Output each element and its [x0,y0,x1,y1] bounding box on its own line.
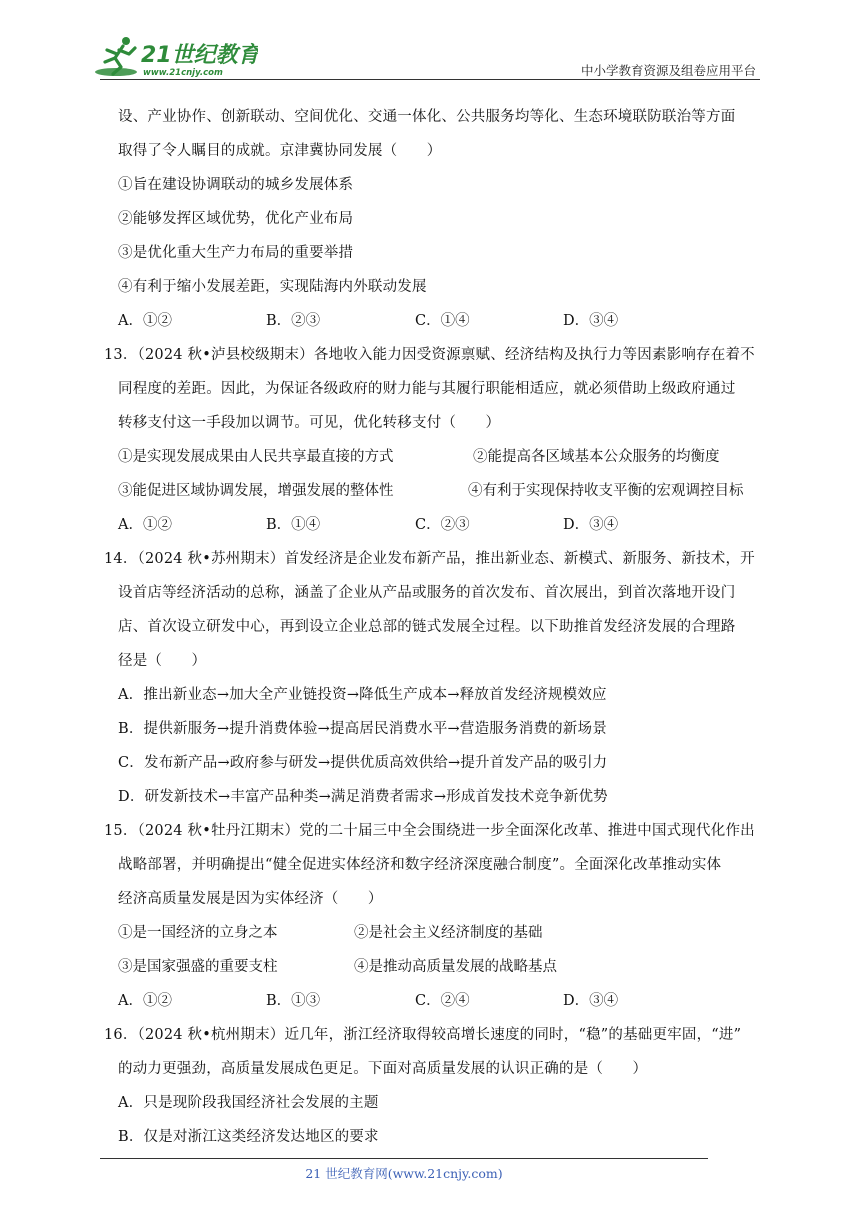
q15-statement-4: ④是推动高质量发展的战略基点 [354,959,557,975]
page-header [0,0,860,82]
q15-statements-row [118,916,768,950]
q16-stem-line: 的动力更强劲，高质量发展成色更足。下面对高质量发展的认识正确的是（ ） [118,1061,648,1077]
q14-option-a: A．推出新业态→加大全产业链投资→降低生产成本→释放首发经济规模效应 [118,687,607,703]
footer-divider [100,1158,708,1159]
q12-text-line: 设、产业协作、创新联动、空间优化、交通一体化、公共服务均等化、生态环境联防联治等方面 [118,109,736,125]
q14-option-d: D．研发新技术→丰富产品种类→满足消费者需求→形成首发技术竞争新优势 [118,789,608,805]
q12-statement: ④有利于缩小发展差距，实现陆海内外联动发展 [118,279,427,295]
document-body [104,100,768,1154]
q15-statement-3: ③是国家强盛的重要支柱 [118,959,278,975]
q12-statement: ②能够发挥区域优势，优化产业布局 [118,211,354,227]
q12-options-row [118,304,768,338]
q16-option-a: A．只是现阶段我国经济社会发展的主题 [118,1095,379,1111]
q13-options-row [118,508,768,542]
q14-stem-line: 径是（ ） [118,653,207,669]
header-platform-text: 中小学教育资源及组卷应用平台 [580,63,756,78]
q15-statements-row [118,950,768,984]
q13-statement-1: ①是实现发展成果由人民共享最直接的方式 [118,449,394,465]
q14-stem-line: 设首店等经济活动的总称，涵盖了企业从产品或服务的首次发布、首次展出，到首次落地开设门 [118,585,736,601]
q13-statements-row [118,440,768,474]
q13-statement-3: ③能促进区域协调发展，增强发展的整体性 [118,483,394,499]
site-logo[interactable] [93,34,258,79]
footer-link[interactable]: 21 世纪教育网(www.21cnjy.com) [305,1166,503,1181]
q15-options-row [118,984,768,1018]
q16-stem-line: 16．（2024 秋•杭州期末）近几年，浙江经济取得较高增长速度的同时，“稳”的基础更牢固，“进” [104,1027,742,1043]
q16-option-b: B．仅是对浙江这类经济发达地区的要求 [118,1129,379,1145]
q15-option-d: D．③④ [563,993,619,1009]
q15-option-c: C．②④ [415,993,470,1009]
logo-sub-text: www.21cnjy.com [143,68,223,78]
q13-option-b: B．①④ [266,517,321,533]
header-divider [100,79,760,80]
q15-option-a: A．①② [118,993,172,1009]
q12-option-b: B．②③ [266,313,321,329]
q13-statement-2: ②能提高各区域基本公众服务的均衡度 [473,449,720,465]
q13-statement-4: ④有利于实现保持收支平衡的宏观调控目标 [468,483,744,499]
q12-statement: ①旨在建设协调联动的城乡发展体系 [118,177,354,193]
q13-stem-line: 转移支付这一手段加以调节。可见，优化转移支付（ ） [118,415,501,431]
q14-stem-line: 14．（2024 秋•苏州期末）首发经济是企业发布新产品，推出新业态、新模式、新服务、新技术，开 [104,551,755,567]
q15-stem-line: 战略部署，并明确提出“健全促进实体经济和数字经济深度融合制度”。全面深化改革推动实体 [118,857,722,873]
q15-statement-2: ②是社会主义经济制度的基础 [354,925,543,941]
q13-option-a: A．①② [118,517,172,533]
q14-stem-line: 店、首次设立研发中心，再到设立企业总部的链式发展全过程。以下助推首发经济发展的合理路 [118,619,736,635]
q13-option-c: C．②③ [415,517,470,533]
q13-option-d: D．③④ [563,517,619,533]
q13-stem-line: 同程度的差距。因此，为保证各级政府的财力能与其履行职能相适应，就必须借助上级政府通过 [118,381,736,397]
q13-stem-line: 13．（2024 秋•泸县校级期末）各地收入能力因受资源禀赋、经济结构及执行力等因素影响存在着不 [104,347,755,363]
q12-text-line: 取得了令人瞩目的成就。京津冀协同发展（ ） [118,143,442,159]
q15-option-b: B．①③ [266,993,321,1009]
q12-option-c: C．①④ [415,313,470,329]
q12-statement: ③是优化重大生产力布局的重要举措 [118,245,354,261]
logo-main-text: 21世纪教育 [141,43,258,68]
q12-option-a: A．①② [118,313,172,329]
q14-option-c: C．发布新产品→政府参与研发→提供优质高效供给→提升首发产品的吸引力 [118,755,608,771]
q14-option-b: B．提供新服务→提升消费体验→提高居民消费水平→营造服务消费的新场景 [118,721,607,737]
q15-statement-1: ①是一国经济的立身之本 [118,925,278,941]
q13-statements-row [118,474,768,508]
q15-stem-line: 15．（2024 秋•牡丹江期末）党的二十届三中全会围绕进一步全面深化改革、推进中国式现代化作出 [104,823,755,839]
runner-logo-icon [93,34,258,79]
q12-option-d: D．③④ [563,313,619,329]
q15-stem-line: 经济高质量发展是因为实体经济（ ） [118,891,383,907]
